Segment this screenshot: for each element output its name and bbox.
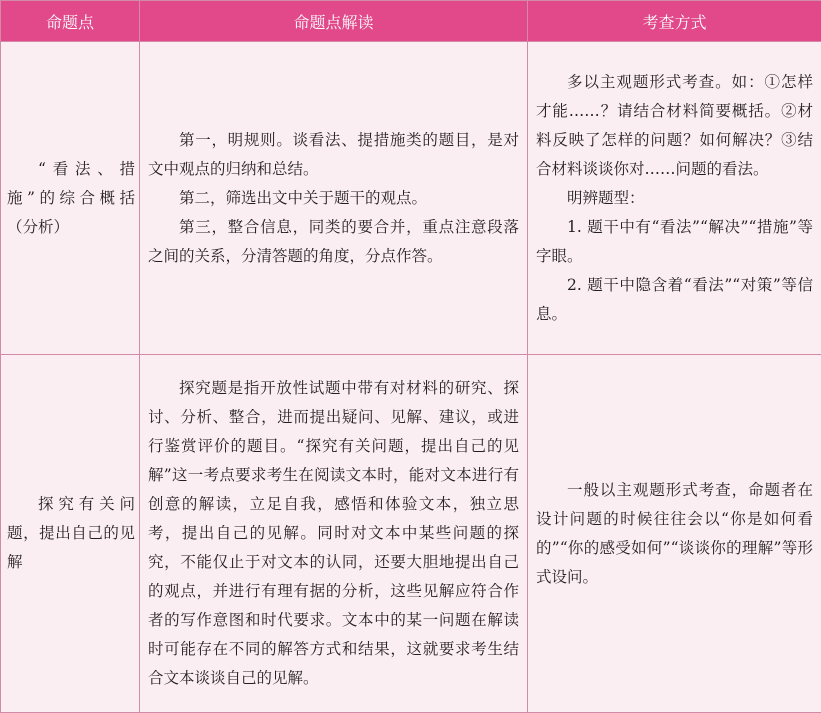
point-cell [1,42,140,355]
method-paragraph: 明辨题型： [567,188,645,207]
header-point: 命题点 [1,1,140,42]
method-paragraph: 2. 题干中隐含着“看法”“对策”等信息。 [536,275,813,323]
interpretation-cell [140,42,528,355]
point-cell [1,355,140,713]
table-row [1,42,821,355]
interpretation-paragraph: 第二，筛选出文中关于题干的观点。 [179,188,428,207]
method-cell [528,355,821,713]
method-paragraph: 1. 题干中有“看法”“解决”“措施”等字眼。 [536,217,813,265]
table-row [1,355,821,713]
method-paragraph: 一般以主观题形式考查，命题者在设计问题的时候往往会以“你是如何看的”“你的感受如何”“谈谈你的理解”等形式设问。 [536,480,813,586]
method-paragraph: 多以主观题形式考查。如：①怎样才能……？请结合材料简要概括。②材料反映了怎样的问题？如何解决？③结合材料谈谈你对……问题的看法。 [536,72,813,178]
interpretation-cell [140,355,528,713]
interpretation-paragraph: 第三，整合信息，同类的要合并，重点注意段落之间的关系，分清答题的角度，分点作答。 [148,217,519,265]
interpretation-paragraph: 第一，明规则。谈看法、提措施类的题目，是对文中观点的归纳和总结。 [148,130,519,178]
method-cell [528,42,821,355]
header-row [1,1,821,42]
interpretation-paragraph: 探究题是指开放性试题中带有对材料的研究、探讨、分析、整合，进而提出疑问、见解、建议，或进行鉴赏评价的题目。“探究有关问题，提出自己的见解”这一考点要求考生在阅读文本时，能对文本进行有创意的解读，立足自我，感悟和体验文本，独立思考，提出自己的见解。同时对文本中某些问题的探究，不能仅止于对文本的认同，还要大胆地提出自己的观点，并进行有理有据的分析，这些见解应符合作者的写作意图和时代要求。文本中的某一问题在解读时可能存在不同的解答方式和结果，这就要求考生结合文本谈谈自己的见解。 [148,379,519,687]
point-text: 探究有关问题，提出自己的见解 [7,495,135,571]
header-interpretation: 命题点解读 [140,1,528,42]
point-text: “看法、措施”的综合概括（分析） [7,159,135,236]
header-method: 考查方式 [528,1,821,42]
